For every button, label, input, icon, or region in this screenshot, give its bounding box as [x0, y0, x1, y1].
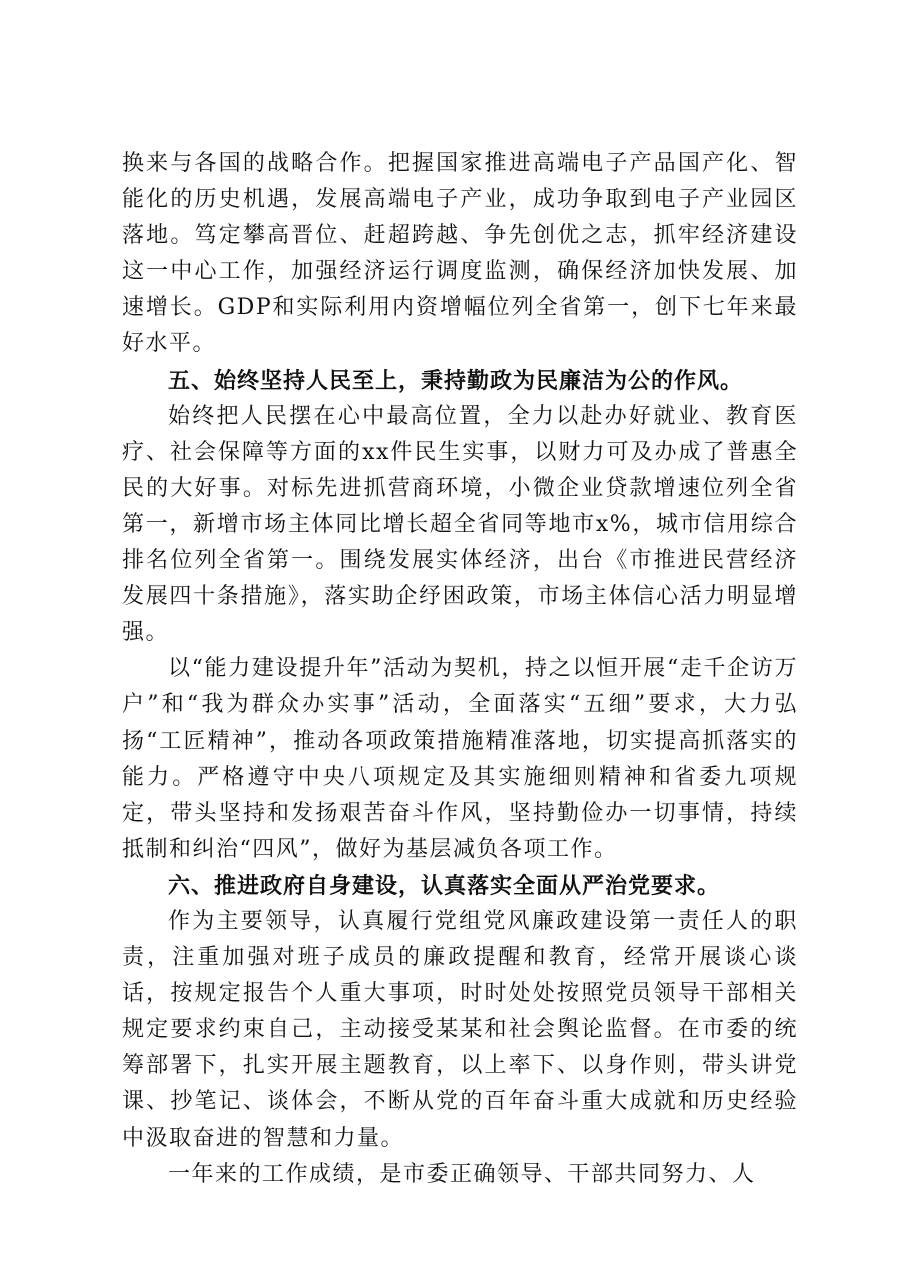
- paragraph: 以“能力建设提升年”活动为契机，持之以恒开展“走千企访万户”和“我为群众办实事”活动，全面落实“五细”要求，大力弘扬“工匠精神”，推动各项政策措施精准落地，切实提高抓落实的能力。严格遵守中央八项规定及其实施细则精神和省委九项规定，带头坚持和发扬艰苦奋斗作风，坚持勤俭办一切事情，持续抵制和纠治“四风”，做好为基层减负各项工作。: [122, 656, 798, 862]
- paragraph: 始终把人民摆在心中最高位置，全力以赴办好就业、教育医疗、社会保障等方面的xx件民生实事，以财力可及办成了普惠全民的大好事。对标先进抓营商环境，小微企业贷款增速位列全省第一，新增市场主体同比增长超全省同等地市x%，城市信用综合排名位列全省第一。围绕发展实体经济，出台《市推进民营经济发展四十条措施》，落实助企纾困政策，市场主体信心活力明显增强。: [122, 403, 798, 646]
- section-heading-5: 五、始终坚持人民至上，秉持勤政为民廉洁为公的作风。: [168, 367, 744, 394]
- paragraph-continued: 换来与各国的战略合作。把握国家推进高端电子产品国产化、智能化的历史机遇，发展高端电子产业，成功争取到电子产业园区落地。笃定攀高晋位、赶超跨越、争先创优之志，抓牢经济建设这一中心工作，加强经济运行调度监测，确保经济加快发展、加速增长。GDP和实际利用内资增幅位列全省第一，创下七年来最好水平。: [122, 151, 798, 357]
- paragraph-truncated: 一年来的工作成绩，是市委正确领导、干部共同努力、人: [168, 1161, 756, 1187]
- section-heading-6: 六、推进政府自身建设，认真落实全面从严治党要求。: [168, 872, 721, 899]
- paragraph: 作为主要领导，认真履行党组党风廉政建设第一责任人的职责，注重加强对班子成员的廉政提醒和教育，经常开展谈心谈话，按规定报告个人重大事项，时时处处按照党员领导干部相关规定要求约束自己，主动接受某某和社会舆论监督。在市委的统筹部署下，扎实开展主题教育，以上率下、以身作则，带头讲党课、抄笔记、谈体会，不断从党的百年奋斗重大成就和历史经验中汲取奋进的智慧和力量。: [122, 908, 798, 1151]
- document-body: [122, 146, 798, 1193]
